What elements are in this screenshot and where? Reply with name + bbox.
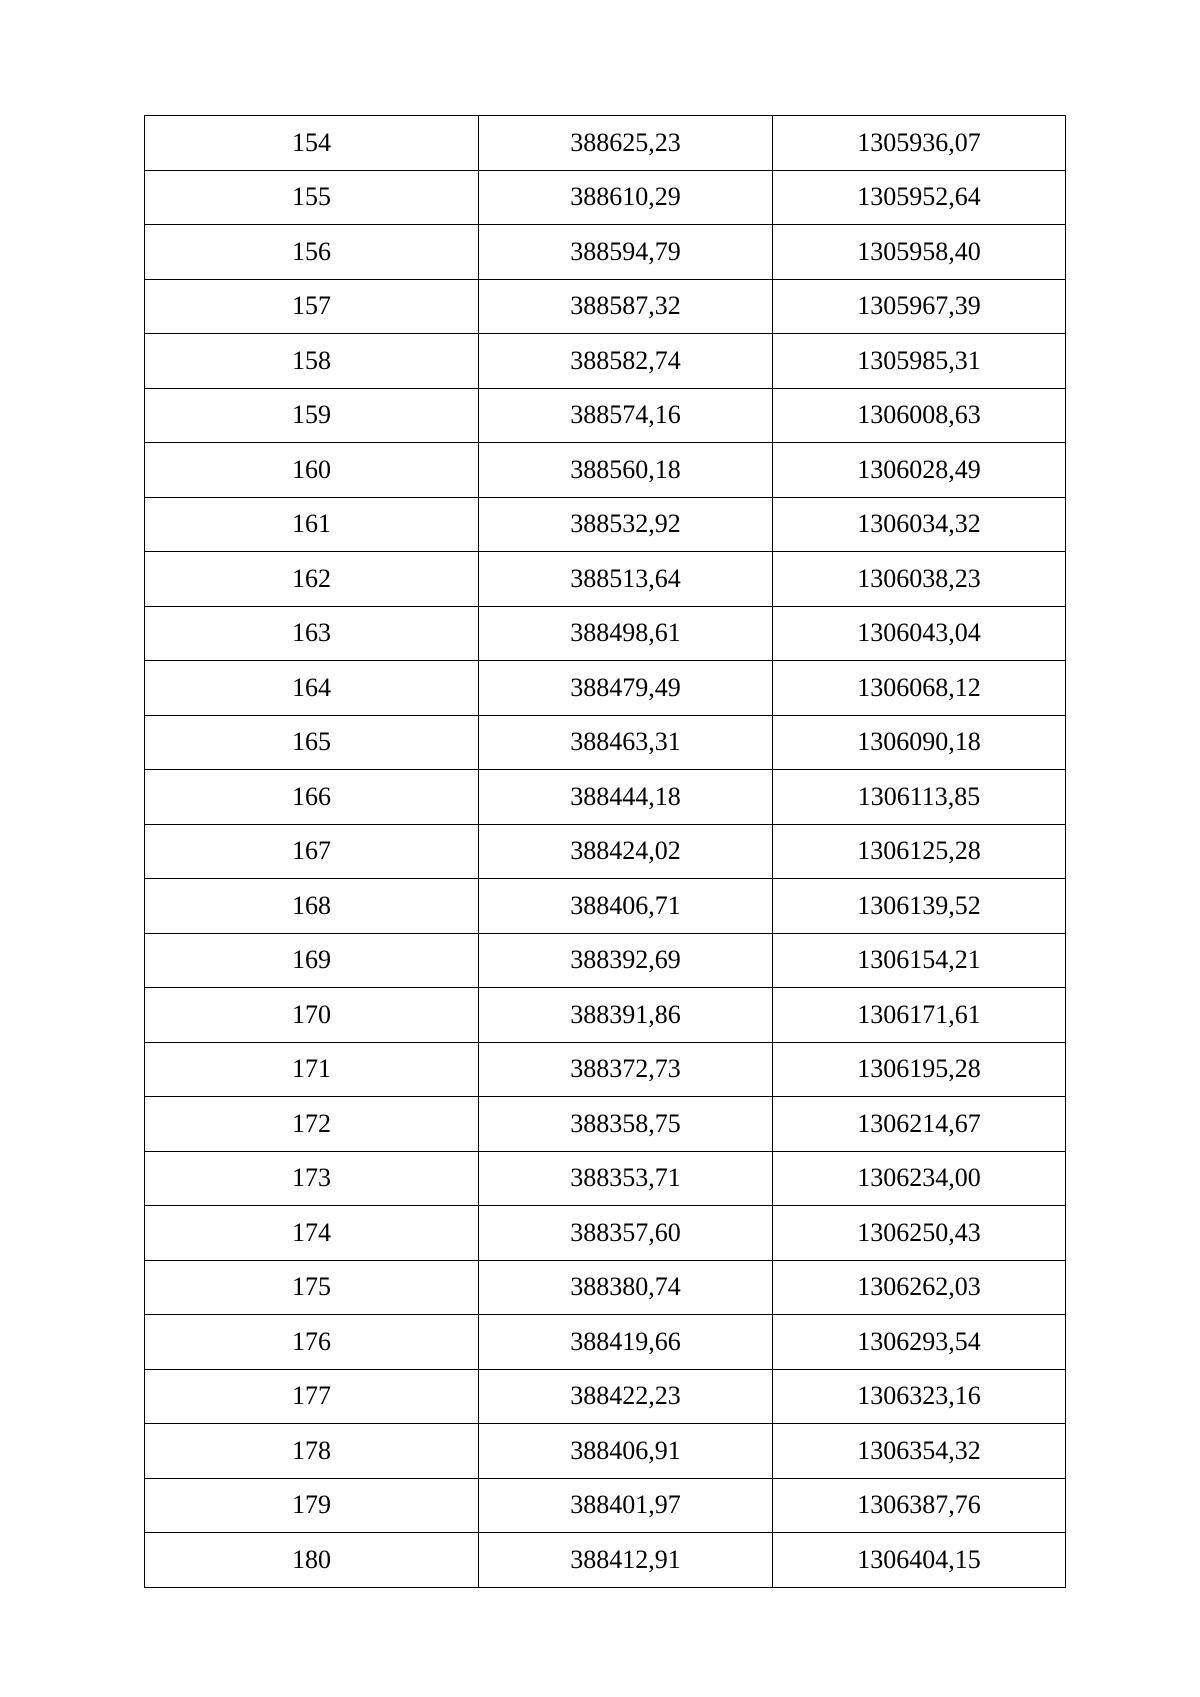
y-coordinate-cell: 1305985,31	[773, 334, 1066, 389]
y-coordinate-cell: 1306034,32	[773, 497, 1066, 552]
point-number-cell: 158	[145, 334, 479, 389]
table-row	[145, 661, 1066, 716]
y-coordinate-cell: 1306404,15	[773, 1533, 1066, 1588]
point-number-cell: 155	[145, 170, 479, 225]
table-row	[145, 1478, 1066, 1533]
table-row	[145, 770, 1066, 825]
y-coordinate-cell: 1306250,43	[773, 1206, 1066, 1261]
x-coordinate-cell: 388372,73	[479, 1042, 773, 1097]
table-row	[145, 1533, 1066, 1588]
y-coordinate-cell: 1306323,16	[773, 1369, 1066, 1424]
table-row	[145, 170, 1066, 225]
table-row	[145, 1042, 1066, 1097]
y-coordinate-cell: 1306043,04	[773, 606, 1066, 661]
y-coordinate-cell: 1306354,32	[773, 1424, 1066, 1479]
y-coordinate-cell: 1306038,23	[773, 552, 1066, 607]
x-coordinate-cell: 388498,61	[479, 606, 773, 661]
table-row	[145, 552, 1066, 607]
x-coordinate-cell: 388406,71	[479, 879, 773, 934]
point-number-cell: 176	[145, 1315, 479, 1370]
point-number-cell: 162	[145, 552, 479, 607]
table-row	[145, 1151, 1066, 1206]
y-coordinate-cell: 1306008,63	[773, 388, 1066, 443]
table-row	[145, 443, 1066, 498]
point-number-cell: 160	[145, 443, 479, 498]
y-coordinate-cell: 1305958,40	[773, 225, 1066, 280]
table-row	[145, 1260, 1066, 1315]
table-row	[145, 606, 1066, 661]
table-row	[145, 933, 1066, 988]
x-coordinate-cell: 388406,91	[479, 1424, 773, 1479]
table-row	[145, 388, 1066, 443]
y-coordinate-cell: 1306293,54	[773, 1315, 1066, 1370]
x-coordinate-cell: 388463,31	[479, 715, 773, 770]
x-coordinate-cell: 388513,64	[479, 552, 773, 607]
point-number-cell: 154	[145, 116, 479, 171]
y-coordinate-cell: 1306195,28	[773, 1042, 1066, 1097]
table-row	[145, 824, 1066, 879]
coordinates-table	[144, 115, 1066, 1588]
table-row	[145, 879, 1066, 934]
x-coordinate-cell: 388391,86	[479, 988, 773, 1043]
point-number-cell: 161	[145, 497, 479, 552]
point-number-cell: 173	[145, 1151, 479, 1206]
x-coordinate-cell: 388532,92	[479, 497, 773, 552]
point-number-cell: 174	[145, 1206, 479, 1261]
table-row	[145, 1424, 1066, 1479]
y-coordinate-cell: 1306113,85	[773, 770, 1066, 825]
y-coordinate-cell: 1306125,28	[773, 824, 1066, 879]
point-number-cell: 180	[145, 1533, 479, 1588]
point-number-cell: 163	[145, 606, 479, 661]
x-coordinate-cell: 388353,71	[479, 1151, 773, 1206]
x-coordinate-cell: 388444,18	[479, 770, 773, 825]
x-coordinate-cell: 388380,74	[479, 1260, 773, 1315]
table-row	[145, 1097, 1066, 1152]
y-coordinate-cell: 1306068,12	[773, 661, 1066, 716]
point-number-cell: 156	[145, 225, 479, 280]
point-number-cell: 175	[145, 1260, 479, 1315]
coordinates-table-body	[145, 116, 1066, 1588]
point-number-cell: 169	[145, 933, 479, 988]
x-coordinate-cell: 388587,32	[479, 279, 773, 334]
y-coordinate-cell: 1306171,61	[773, 988, 1066, 1043]
y-coordinate-cell: 1306154,21	[773, 933, 1066, 988]
y-coordinate-cell: 1305952,64	[773, 170, 1066, 225]
table-row	[145, 988, 1066, 1043]
x-coordinate-cell: 388582,74	[479, 334, 773, 389]
y-coordinate-cell: 1306234,00	[773, 1151, 1066, 1206]
table-row	[145, 279, 1066, 334]
x-coordinate-cell: 388401,97	[479, 1478, 773, 1533]
y-coordinate-cell: 1306214,67	[773, 1097, 1066, 1152]
point-number-cell: 177	[145, 1369, 479, 1424]
x-coordinate-cell: 388424,02	[479, 824, 773, 879]
point-number-cell: 168	[145, 879, 479, 934]
table-row	[145, 715, 1066, 770]
table-row	[145, 1315, 1066, 1370]
x-coordinate-cell: 388392,69	[479, 933, 773, 988]
y-coordinate-cell: 1306028,49	[773, 443, 1066, 498]
table-row	[145, 116, 1066, 171]
point-number-cell: 159	[145, 388, 479, 443]
x-coordinate-cell: 388594,79	[479, 225, 773, 280]
x-coordinate-cell: 388419,66	[479, 1315, 773, 1370]
point-number-cell: 178	[145, 1424, 479, 1479]
point-number-cell: 165	[145, 715, 479, 770]
table-row	[145, 497, 1066, 552]
x-coordinate-cell: 388610,29	[479, 170, 773, 225]
y-coordinate-cell: 1306387,76	[773, 1478, 1066, 1533]
point-number-cell: 171	[145, 1042, 479, 1097]
y-coordinate-cell: 1305936,07	[773, 116, 1066, 171]
point-number-cell: 157	[145, 279, 479, 334]
table-row	[145, 1369, 1066, 1424]
point-number-cell: 172	[145, 1097, 479, 1152]
x-coordinate-cell: 388412,91	[479, 1533, 773, 1588]
y-coordinate-cell: 1305967,39	[773, 279, 1066, 334]
x-coordinate-cell: 388479,49	[479, 661, 773, 716]
point-number-cell: 164	[145, 661, 479, 716]
y-coordinate-cell: 1306262,03	[773, 1260, 1066, 1315]
x-coordinate-cell: 388560,18	[479, 443, 773, 498]
y-coordinate-cell: 1306090,18	[773, 715, 1066, 770]
x-coordinate-cell: 388357,60	[479, 1206, 773, 1261]
table-row	[145, 1206, 1066, 1261]
point-number-cell: 170	[145, 988, 479, 1043]
x-coordinate-cell: 388574,16	[479, 388, 773, 443]
point-number-cell: 167	[145, 824, 479, 879]
table-row	[145, 225, 1066, 280]
x-coordinate-cell: 388422,23	[479, 1369, 773, 1424]
x-coordinate-cell: 388625,23	[479, 116, 773, 171]
y-coordinate-cell: 1306139,52	[773, 879, 1066, 934]
point-number-cell: 166	[145, 770, 479, 825]
point-number-cell: 179	[145, 1478, 479, 1533]
x-coordinate-cell: 388358,75	[479, 1097, 773, 1152]
table-row	[145, 334, 1066, 389]
